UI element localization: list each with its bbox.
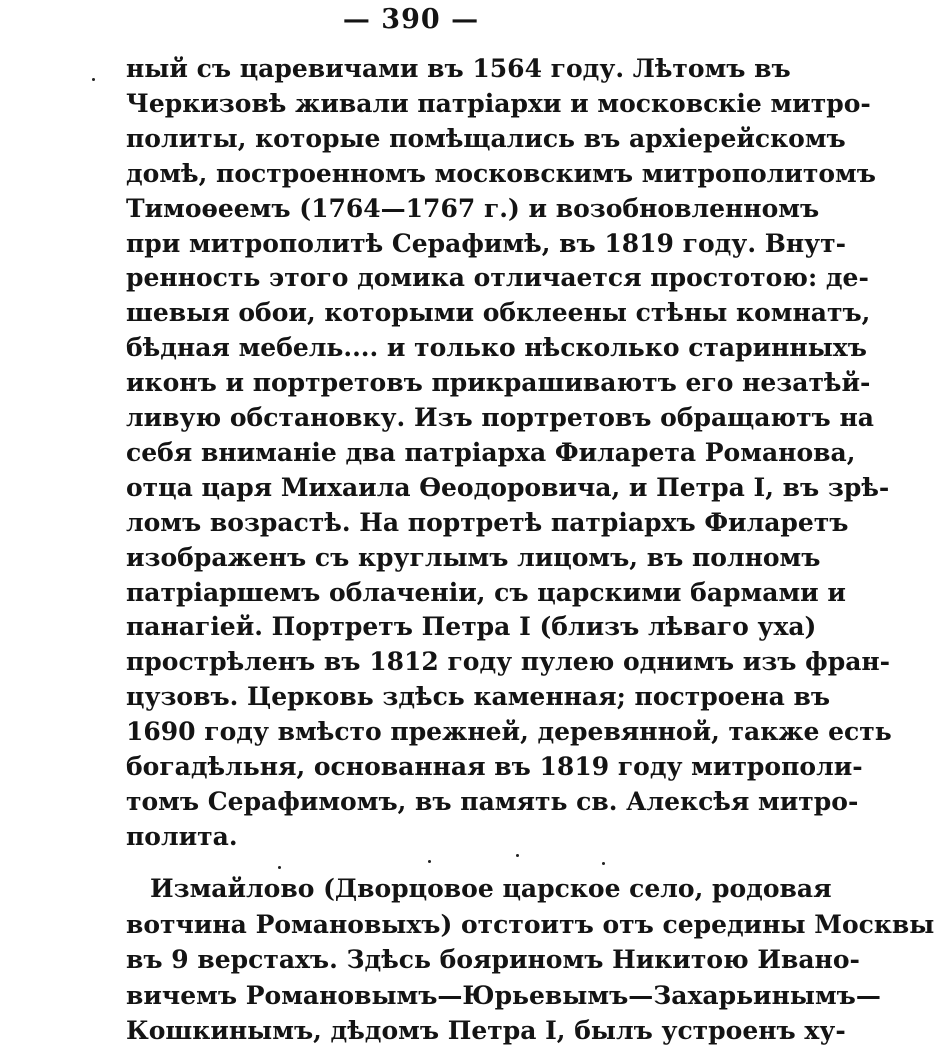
text-line: шевыя обои, которыми обклеены стѣны комнатъ,	[126, 298, 871, 328]
text-line: вотчина Романовыхъ) отстоитъ отъ середины Москвы	[126, 909, 934, 939]
text-line: полита.	[126, 821, 238, 851]
text-line: политы, которые помѣщались въ архіерейскомъ	[126, 123, 846, 153]
text-line: Черкизовѣ живали патріархи и московскіе митро-	[126, 88, 871, 118]
text-line: домѣ, построенномъ московскимъ митрополитомъ	[126, 158, 876, 188]
text-line: ломъ возрастѣ. На портретѣ патріархъ Филаретъ	[126, 507, 849, 537]
text-line: ный съ царевичами въ 1564 году. Лѣтомъ въ	[126, 54, 791, 83]
text-line: цузовъ. Церковь здѣсь каменная; построена въ	[126, 682, 831, 712]
text-line: богадѣльня, основанная въ 1819 году митрополи-	[126, 752, 863, 781]
text-line: при митрополитѣ Серафимѣ, въ 1819 году. Внут-	[126, 228, 847, 258]
text-line: прострѣленъ въ 1812 году пулею однимъ изъ фран-	[126, 647, 891, 677]
text-line: Измайлово (Дворцовое царское село, родовая	[150, 874, 832, 903]
text-line: бѣдная мебель.... и только нѣсколько старинныхъ	[126, 333, 867, 363]
text-line: ливую обстановку. Изъ портретовъ обращаютъ на	[126, 403, 874, 432]
text-line: вичемъ Романовымъ—Юрьевымъ—Захарьинымъ—	[126, 980, 881, 1010]
text-line: ренность этого домика отличается простотою: де-	[126, 263, 869, 293]
page-number: — 390 —	[342, 4, 480, 35]
text-line: Тимоѳеемъ (1764—1767 г.) и возобновленномъ	[126, 193, 820, 223]
text-line: панагіей. Портретъ Петра I (близъ лѣваго уха)	[126, 612, 817, 642]
text-line: патріаршемъ облаченіи, съ царскими бармами и	[126, 577, 846, 607]
text-line: себя вниманіе два патріарха Филарета Романова,	[126, 437, 856, 467]
text-line: 1690 году вмѣсто прежней, деревянной, также есть	[126, 717, 892, 747]
print-speck	[516, 854, 519, 857]
text-line: Кошкинымъ, дѣдомъ Петра I, былъ устроенъ ху-	[126, 1016, 846, 1045]
text-line: отца царя Михаила Ѳеодоровича, и Петра I, въ зрѣ-	[126, 472, 890, 502]
print-speck	[428, 860, 431, 863]
text-line: изображенъ съ круглымъ лицомъ, въ полномъ	[126, 542, 821, 572]
print-speck	[278, 866, 281, 869]
text-line: въ 9 верстахъ. Здѣсь бояриномъ Никитою Ивано-	[126, 945, 860, 974]
text-line: томъ Серафимомъ, въ память св. Алексѣя митро-	[126, 786, 859, 816]
print-speck	[602, 862, 605, 865]
print-speck	[92, 78, 95, 81]
text-line: иконъ и портретовъ прикрашиваютъ его незатѣй-	[126, 368, 871, 398]
